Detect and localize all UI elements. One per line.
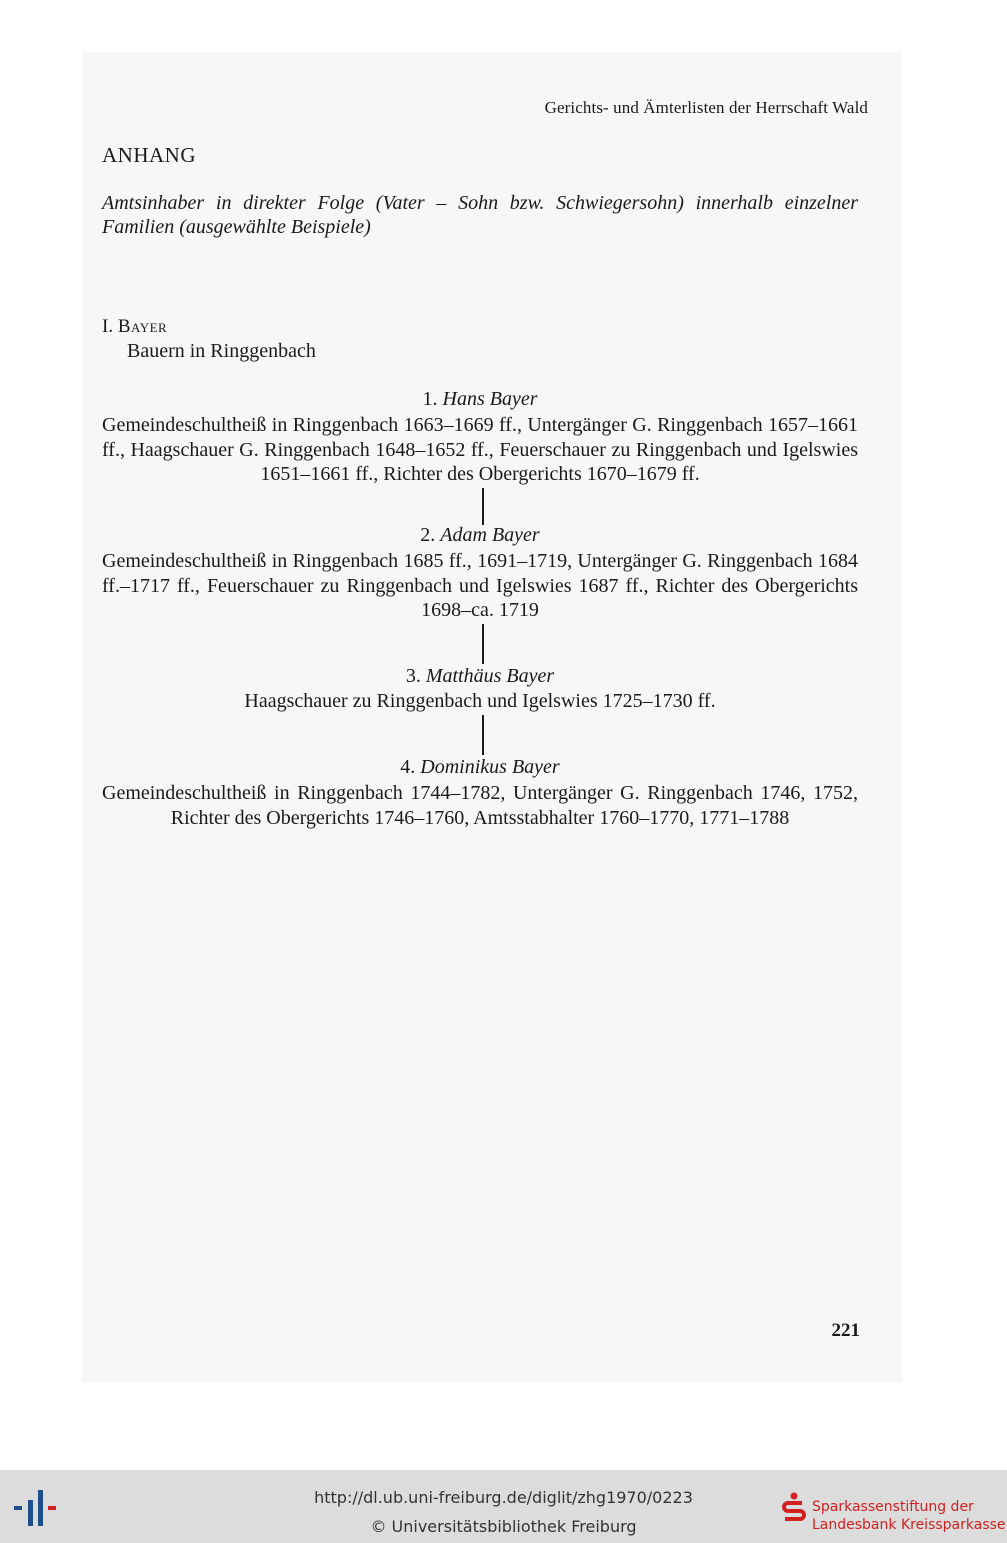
lineage-connector bbox=[482, 715, 484, 755]
person-number: 2. bbox=[420, 524, 436, 546]
section-subtitle: Bauern in Ringgenbach bbox=[127, 340, 316, 362]
sparkasse-logo-icon bbox=[780, 1492, 808, 1526]
sponsor-line: Landesbank Kreissparkasse bbox=[812, 1517, 1006, 1533]
person-number: 4. bbox=[400, 756, 416, 778]
person-offices: Gemeindeschultheiß in Ringgenbach 1744–1782, Untergänger G. Ringgenbach 1746, 1752, Richter des Obergerichts 1746–1760, Amtsstabhalter 1760–1770, 1771–1788 bbox=[102, 782, 858, 829]
person-name bbox=[102, 756, 858, 779]
section-numeral: I. bbox=[102, 316, 114, 337]
appendix-title: ANHANG bbox=[102, 143, 196, 167]
running-head: Gerichts- und Ämterlisten der Herrschaft Wald bbox=[544, 98, 868, 117]
person-offices: Haagschauer zu Ringgenbach und Igelswies 1725–1730 ff. bbox=[244, 690, 716, 712]
person-number: 1. bbox=[422, 388, 438, 410]
sponsor-line: Sparkassenstiftung der bbox=[812, 1499, 974, 1515]
person-name bbox=[102, 388, 858, 411]
scanned-page bbox=[82, 52, 902, 1382]
person-fullname: Dominikus Bayer bbox=[420, 756, 560, 778]
lineage-connector bbox=[482, 488, 484, 525]
sponsor-text bbox=[812, 1498, 1006, 1534]
section-family: Bayer bbox=[117, 316, 168, 337]
person-fullname: Adam Bayer bbox=[440, 524, 540, 546]
viewer-footer bbox=[0, 1470, 1007, 1543]
copyright: © Universitätsbibliothek Freiburg bbox=[370, 1517, 637, 1536]
person-name bbox=[102, 524, 858, 547]
appendix-subtitle: Amtsinhaber in direkter Folge (Vater – Sohn bzw. Schwiegersohn) innerhalb einzelner Familien (ausgewählte Beispiele) bbox=[102, 192, 858, 238]
person-offices: Gemeindeschultheiß in Ringgenbach 1685 ff., 1691–1719, Untergänger G. Ringgenbach 1684 ff.–1717 ff., Feuerschauer zu Ringgenbach und Igelswies 1687 ff., Richter des Obergerichts 1698–ca. 1719 bbox=[102, 550, 858, 621]
person-fullname: Hans Bayer bbox=[442, 388, 538, 410]
person-offices: Gemeindeschultheiß in Ringgenbach 1663–1669 ff., Untergänger G. Ringgenbach 1657–1661 ff., Haagschauer G. Ringgenbach 1648–1652 ff., Feuerschauer zu Ringgenbach und Igelswies 1651–1661 ff., Richter des Obergerichts 1670–1679 ff. bbox=[102, 414, 858, 485]
person-number: 3. bbox=[405, 665, 421, 687]
person-fullname: Matthäus Bayer bbox=[425, 665, 555, 687]
permalink[interactable]: http://dl.ub.uni-freiburg.de/diglit/zhg1970/0223 bbox=[314, 1488, 693, 1507]
page-number: 221 bbox=[831, 1320, 860, 1341]
lineage-connector bbox=[482, 624, 484, 664]
section-heading bbox=[102, 316, 167, 338]
person-name bbox=[102, 665, 858, 688]
